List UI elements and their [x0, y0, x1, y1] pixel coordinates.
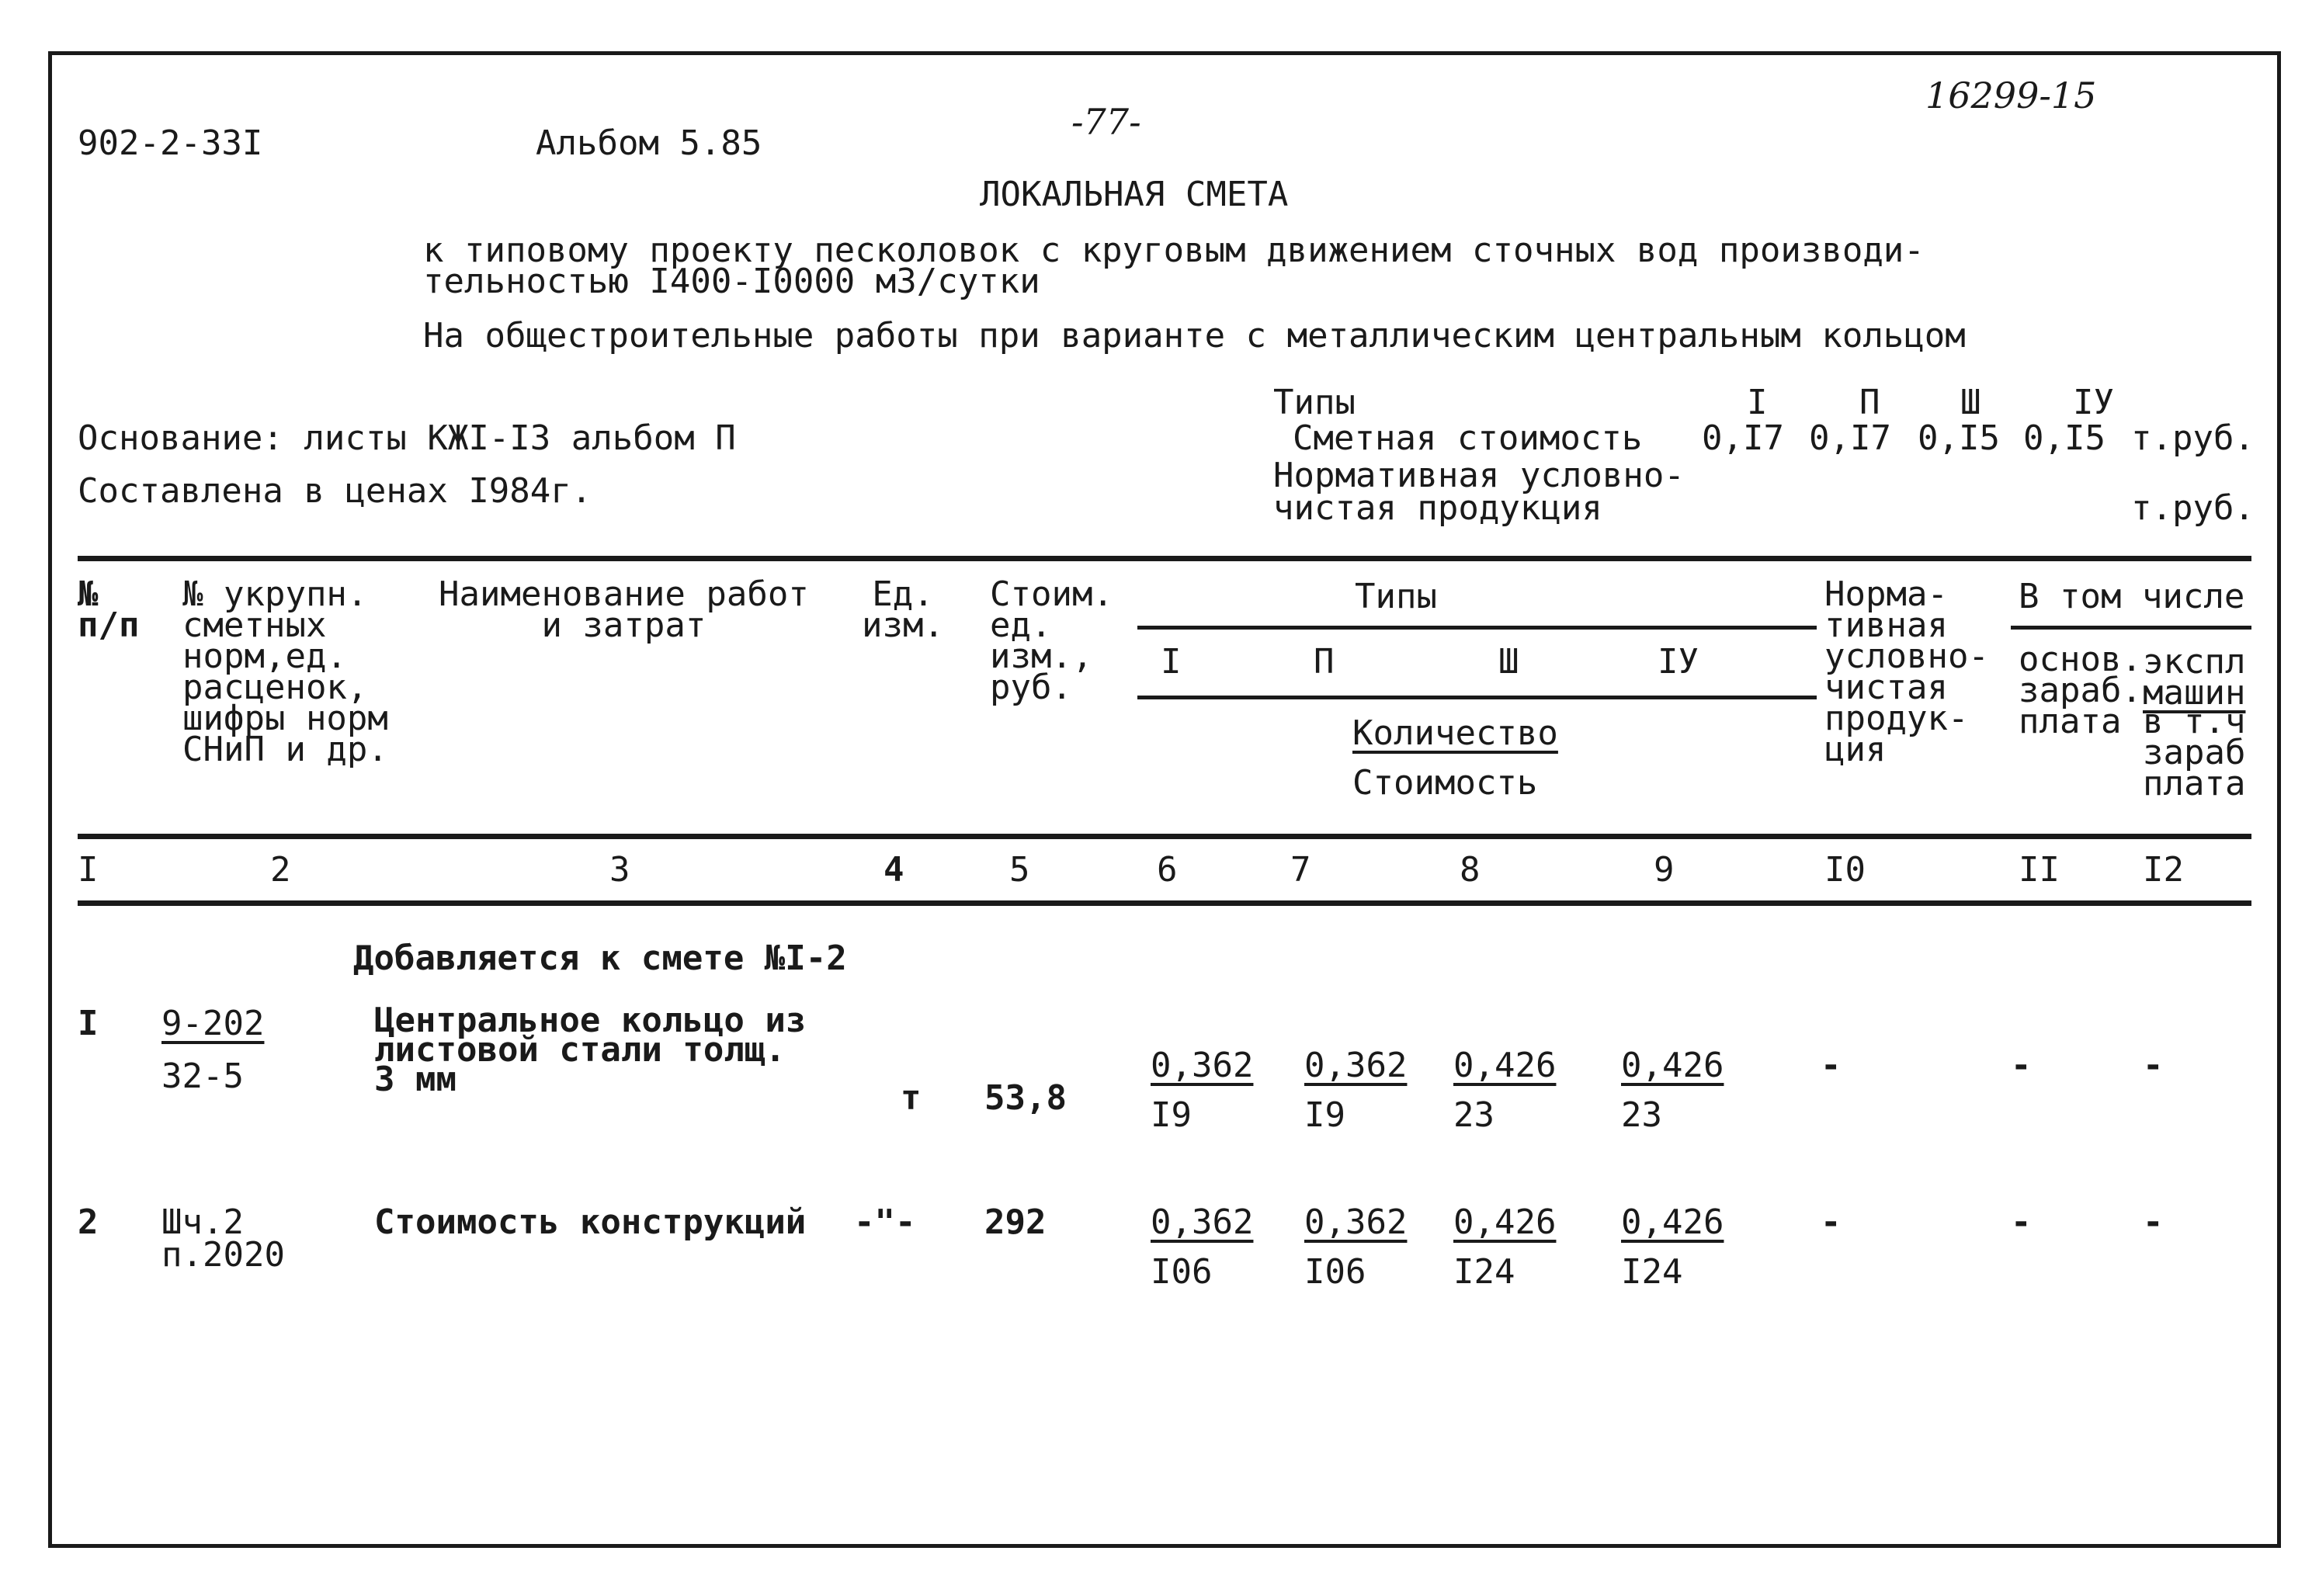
- row1-col12: -: [2143, 1046, 2164, 1085]
- subtitle-line2: тельностью I400-I0000 м3/сутки: [423, 262, 1040, 301]
- type-col-4: IУ: [1658, 642, 1699, 682]
- album-label: Альбом 5.85: [536, 123, 762, 163]
- colnum-6: 6: [1157, 850, 1178, 890]
- estimated-cost-3: 0,I5: [1918, 418, 2000, 458]
- colnum-7: 7: [1290, 850, 1311, 890]
- row2-code-bottom: п.2020: [161, 1235, 285, 1275]
- colnum-11: II: [2019, 850, 2060, 890]
- row1-unit-cost: 53,8: [984, 1078, 1067, 1118]
- row2-cost-3: I24: [1453, 1252, 1515, 1292]
- type-numeral-4: IУ: [2073, 383, 2114, 422]
- row1-cost-4: 23: [1621, 1095, 1662, 1135]
- row1-qty-2: 0,362: [1304, 1046, 1408, 1085]
- normative-label-line1: Нормативная условно-: [1273, 456, 1685, 495]
- col10-header: Норма- тивная условно- чистая продук- ция: [1824, 574, 1989, 769]
- row2-qty-1: 0,362: [1151, 1202, 1254, 1242]
- row1-cost-3: 23: [1453, 1095, 1495, 1135]
- type-col-1: I: [1161, 642, 1182, 682]
- types-label: Типы: [1273, 383, 1356, 422]
- document-title: ЛОКАЛЬНАЯ СМЕТА: [980, 175, 1289, 214]
- row2-unit-cost: 292: [984, 1202, 1047, 1242]
- col4-header: Ед. изм.: [862, 574, 944, 645]
- normative-label-line2: чистая продукция: [1273, 488, 1602, 528]
- types-rule: [1137, 626, 1817, 630]
- row2-unit: -"-: [854, 1202, 916, 1242]
- col3-header: Наименование работ и затрат: [439, 574, 809, 645]
- colnum-5: 5: [1009, 850, 1030, 890]
- doc-code: 902-2-33I: [78, 123, 263, 163]
- row1-name: Центральное кольцо из листовой стали толщ. 3 мм: [374, 1001, 807, 1099]
- col12-header-rest: в т.ч зараб плата: [2143, 702, 2246, 803]
- quantity-label: Количество: [1352, 713, 1558, 753]
- col5-header: Стоим. ед. изм., руб.: [990, 574, 1113, 707]
- row2-cost-2: I06: [1304, 1252, 1366, 1292]
- row1-cost-1: I9: [1151, 1095, 1192, 1135]
- row2-cost-4: I24: [1621, 1252, 1683, 1292]
- row2-qty-2: 0,362: [1304, 1202, 1408, 1242]
- col11-header: основ. зараб. плата: [2019, 640, 2142, 741]
- row2-num: 2: [78, 1202, 99, 1242]
- colnum-3: 3: [609, 850, 630, 890]
- page-number: -77-: [1071, 101, 1141, 143]
- row2-qty-4: 0,426: [1621, 1202, 1724, 1242]
- row1-num: I: [78, 1004, 99, 1043]
- colnum-1: I: [78, 850, 99, 890]
- row1-col11: -: [2011, 1046, 2032, 1085]
- handwritten-number: 16299-15: [1925, 75, 2097, 116]
- subtitle-line1: к типовому проекту песколовок с круговым движением сточных вод производи-: [423, 231, 1925, 270]
- row2-cost-1: I06: [1151, 1252, 1213, 1292]
- incl-rule: [2011, 626, 2251, 630]
- row1-cost-2: I9: [1304, 1095, 1345, 1135]
- row1-code-top: 9-202: [161, 1004, 265, 1043]
- types-header: Типы: [1355, 577, 1437, 616]
- estimated-cost-2: 0,I7: [1809, 418, 1891, 458]
- colnum-10: I0: [1824, 850, 1866, 890]
- section-title: Добавляется к смете №I-2: [353, 939, 847, 978]
- col12-header-machines: машин: [2143, 673, 2246, 713]
- colnum-2: 2: [270, 850, 291, 890]
- colnum-8: 8: [1460, 850, 1481, 890]
- col2-header: № укрупн. сметных норм,ед. расценок, шифры норм СНиП и др.: [182, 574, 388, 769]
- row2-name: Стоимость конструкций: [374, 1202, 807, 1242]
- row2-col12: -: [2143, 1202, 2164, 1242]
- row1-code-bottom: 32-5: [161, 1056, 244, 1096]
- row1-col10: -: [1821, 1046, 1842, 1085]
- colnum-9: 9: [1654, 850, 1675, 890]
- row1-qty-3: 0,426: [1453, 1046, 1557, 1085]
- type-col-2: П: [1314, 642, 1335, 682]
- colnum-12: I2: [2143, 850, 2184, 890]
- type-numeral-3: Ш: [1960, 383, 1981, 422]
- type-numeral-2: П: [1859, 383, 1880, 422]
- col12-header-prefix: экспл: [2143, 642, 2246, 682]
- estimated-cost-label: Сметная стоимость: [1293, 418, 1643, 458]
- row2-col10: -: [1821, 1202, 1842, 1242]
- incl-header: В том числе: [2019, 577, 2245, 616]
- colnum-4: 4: [884, 850, 904, 890]
- row1-unit: т: [901, 1078, 922, 1118]
- type-col-3: Ш: [1498, 642, 1519, 682]
- row1-qty-4: 0,426: [1621, 1046, 1724, 1085]
- currency-label: т.руб.: [2131, 418, 2255, 458]
- normative-currency: т.руб.: [2131, 488, 2255, 528]
- row1-qty-1: 0,362: [1151, 1046, 1254, 1085]
- prices-text: Составлена в ценах I984г.: [78, 471, 592, 511]
- page-frame: [48, 51, 2281, 1548]
- estimated-cost-1: 0,I7: [1702, 418, 1784, 458]
- estimated-cost-4: 0,I5: [2023, 418, 2105, 458]
- row2-qty-3: 0,426: [1453, 1202, 1557, 1242]
- row2-col11: -: [2011, 1202, 2032, 1242]
- type-numeral-1: I: [1747, 383, 1768, 422]
- header-bottom-rule: [78, 834, 2251, 839]
- col1-header: № п/п: [78, 574, 140, 645]
- subtitle-line3: На общестроительные работы при варианте с металлическим центральным кольцом: [423, 316, 1966, 356]
- table-top-rule: [78, 556, 2251, 561]
- type-cols-rule: [1137, 696, 1817, 699]
- cost-label: Стоимость: [1352, 763, 1538, 803]
- column-numbers-rule: [78, 900, 2251, 906]
- basis-text: Основание: листы КЖI-I3 альбом П: [78, 418, 736, 458]
- row2-code-top: Шч.2: [161, 1202, 244, 1242]
